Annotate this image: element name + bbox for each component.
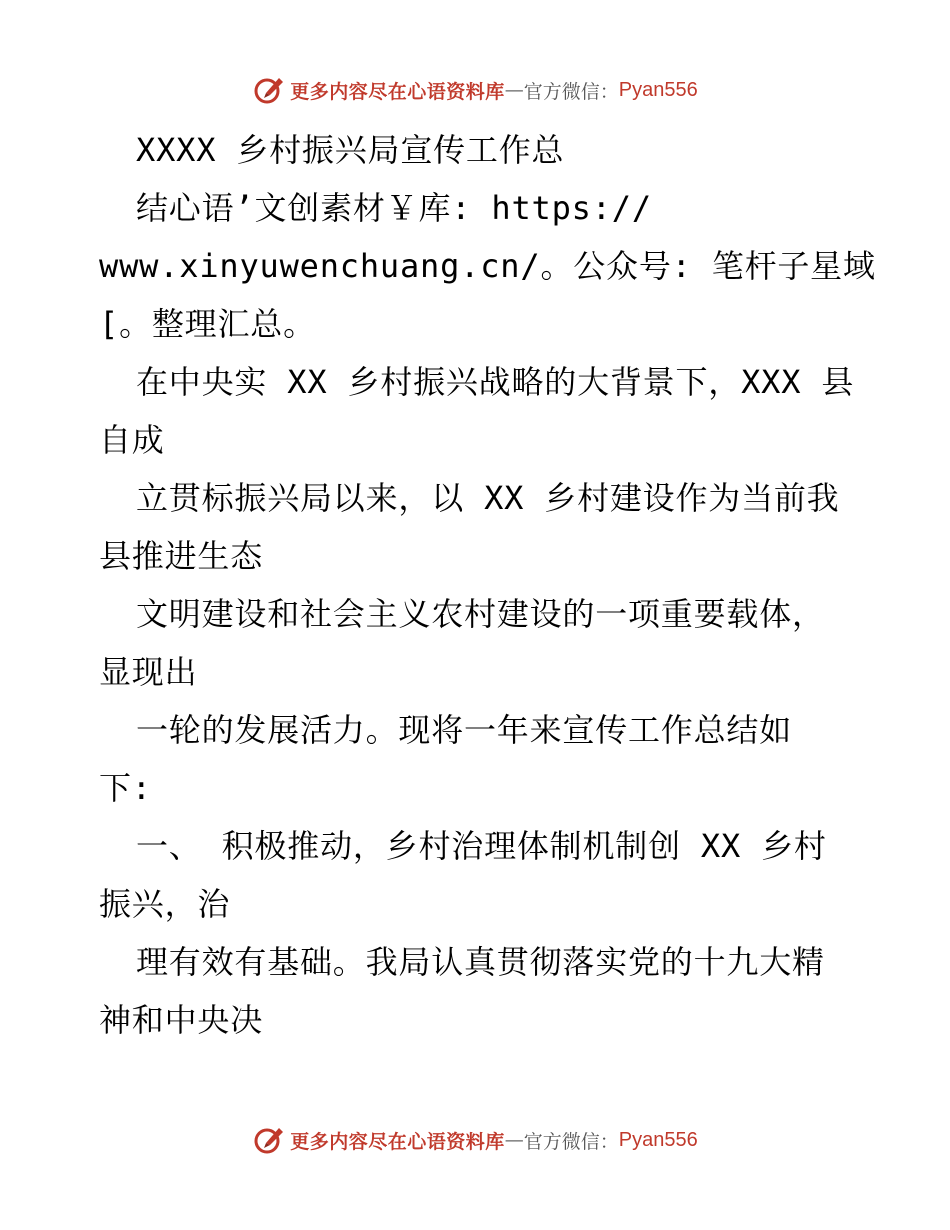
text-line: 神和中央决 [99, 1001, 264, 1039]
pen-nib-logo-icon [252, 1123, 286, 1157]
footer-banner [0, 1120, 950, 1160]
banner-separator: — [504, 1129, 524, 1151]
text-line: 理有效有基础。我局认真贯彻落实党的十九大精 [136, 943, 825, 981]
banner-handle: Pyan556 [618, 1128, 698, 1151]
text-line: 一、 积极推动，乡村治理体制机制创 XX 乡村 [136, 827, 827, 865]
text-line: XXXX 乡村振兴局宣传工作总 [136, 131, 565, 169]
text-line: 一轮的发展活力。现将一年来宣传工作总结如 [136, 711, 793, 749]
banner-label: 更多内容尽在心语资料库 [290, 1130, 505, 1153]
text-line: 振兴，治 [99, 885, 231, 923]
text-line: 自成 [99, 421, 165, 459]
header-banner [0, 70, 950, 110]
document-body [99, 121, 889, 1049]
text-line: [。整理汇总。 [99, 305, 316, 343]
text-line: www.xinyuwenchuang.cn/。公众号: 笔杆子星域 [99, 247, 876, 285]
text-line: 下: [99, 769, 152, 807]
text-line: 立贯标振兴局以来，以 XX 乡村建设作为当前我 [136, 479, 840, 517]
pen-nib-logo-icon [252, 73, 286, 107]
banner-wechat-label: 官方微信： [523, 1130, 619, 1153]
text-line: 显现出 [99, 653, 198, 691]
text-line: 县推进生态 [99, 537, 264, 575]
text-line: 结心语’文创素材￥库: https:// [136, 189, 652, 227]
banner-label: 更多内容尽在心语资料库 [290, 80, 505, 103]
banner-separator: — [504, 79, 524, 101]
banner-handle: Pyan556 [618, 78, 698, 101]
text-line: 文明建设和社会主义农村建设的一项重要载体， [136, 595, 825, 633]
banner-wechat-label: 官方微信： [523, 80, 619, 103]
text-line: 在中央实 XX 乡村振兴战略的大背景下，XXX 县 [136, 363, 855, 401]
